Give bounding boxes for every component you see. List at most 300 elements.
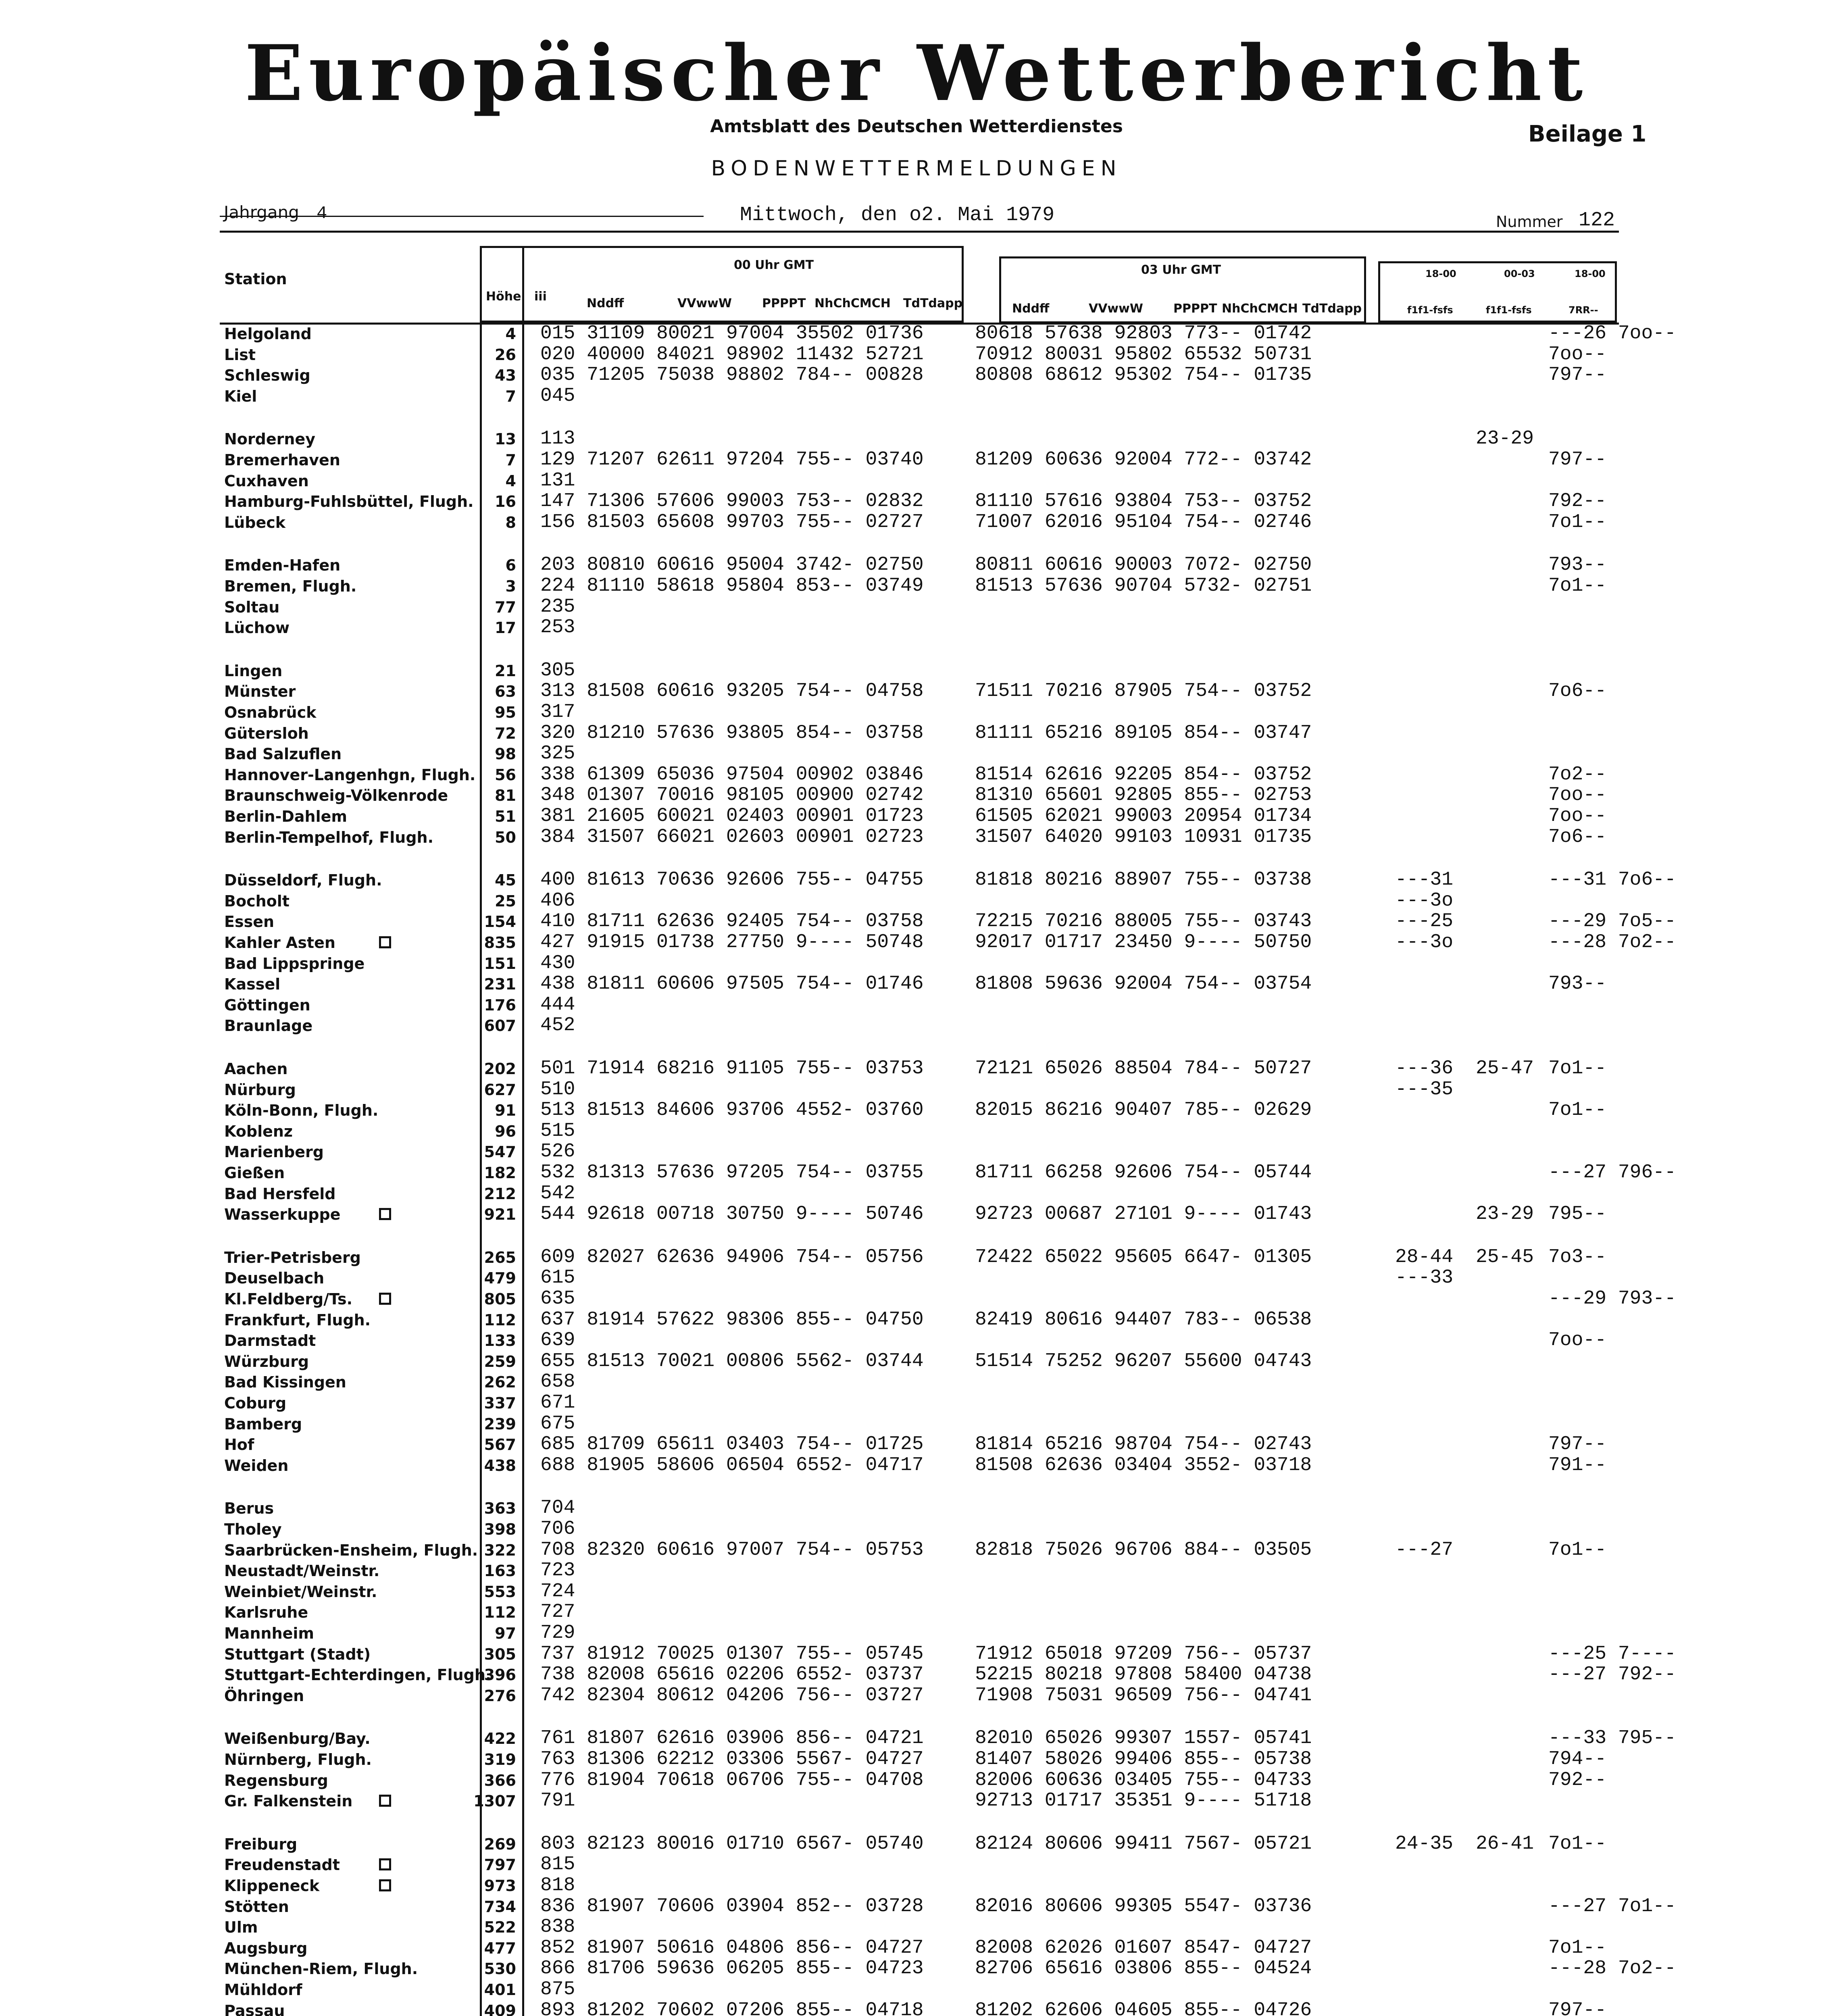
station-name: Düsseldorf, Flugh. [224, 871, 382, 889]
station-height: 151 [484, 954, 516, 973]
station-name: Neustadt/Weinstr. [224, 1562, 380, 1580]
obs-c2: 80808 68612 95302 754-- 01735 [975, 364, 1312, 386]
obs-c2: 80811 60616 90003 7072- 02750 [975, 554, 1312, 576]
station-height: 530 [484, 1960, 516, 1978]
obs-c1: 544 92618 00718 30750 9---- 50746 [540, 1203, 924, 1225]
obs-c1: 675 [540, 1412, 575, 1435]
header-00-col-4: NhChCMCH [814, 296, 891, 310]
date-text: Mittwoch, den o2. Mai 1979 [740, 204, 1055, 227]
station-height: 567 [484, 1436, 516, 1454]
obs-c3: ---33 [1395, 1267, 1454, 1289]
header-group-03: 03 Uhr GMT [1141, 263, 1221, 277]
station-height: 17 [495, 619, 516, 637]
obs-c2: 82010 65026 99307 1557- 05741 [975, 1727, 1312, 1749]
obs-c2: 82124 80606 99411 7567- 05721 [975, 1833, 1312, 1855]
obs-c4: 26-41 [1476, 1833, 1534, 1855]
header-00-col-3: PPPPT [762, 296, 806, 310]
station-name: Bocholt [224, 892, 290, 910]
obs-c1: 203 80810 60616 95004 3742- 02750 [540, 554, 924, 576]
obs-c2: 81407 58026 99406 855-- 05738 [975, 1748, 1312, 1770]
obs-c5: ---27 796-- [1548, 1162, 1676, 1183]
header-extra-top-3: 18-00 [1575, 268, 1606, 279]
obs-c1: 658 [540, 1371, 575, 1393]
station-height: 91 [495, 1102, 516, 1120]
obs-c1: 791 [540, 1790, 575, 1812]
station-height: 734 [484, 1897, 516, 1916]
station-height: 363 [484, 1500, 516, 1518]
obs-c3: ---36 [1395, 1058, 1454, 1079]
obs-c5: 7o1-- [1548, 1099, 1607, 1121]
obs-c2: 71511 70216 87905 754-- 03752 [975, 680, 1312, 702]
square-icon [379, 1795, 391, 1807]
obs-c1: 688 81905 58606 06504 6552- 04717 [540, 1454, 924, 1476]
obs-c5: 7o1-- [1548, 511, 1607, 533]
station-name: Frankfurt, Flugh. [224, 1311, 371, 1329]
obs-c1: 515 [540, 1120, 575, 1142]
section-title: BODENWETTERMELDUNGEN [711, 156, 1122, 181]
station-name: Bad Kissingen [224, 1373, 346, 1391]
obs-c1: 609 82027 62636 94906 754-- 05756 [540, 1246, 924, 1268]
obs-c2: 72422 65022 95605 6647- 01305 [975, 1246, 1312, 1268]
station-height: 396 [484, 1666, 516, 1684]
obs-c5: 7o2-- [1548, 763, 1607, 785]
obs-c1: 348 01307 70016 98105 00900 02742 [540, 784, 924, 806]
obs-c3: ---31 [1395, 869, 1454, 891]
obs-c5: 797-- [1548, 364, 1607, 386]
station-name: Osnabrück [224, 704, 317, 721]
obs-c5: 797-- [1548, 1999, 1607, 2016]
station-height: 81 [495, 787, 516, 805]
station-name: Regensburg [224, 1771, 328, 1789]
station-height: 154 [484, 913, 516, 931]
obs-c1: 235 [540, 596, 575, 618]
header-extra-top-2: 00-03 [1504, 268, 1535, 279]
obs-c1: 723 [540, 1560, 575, 1582]
obs-c2: 82008 62026 01607 8547- 04727 [975, 1937, 1312, 1959]
obs-c1: 803 82123 80016 01710 6567- 05740 [540, 1833, 924, 1855]
page-title: Europäischer Wetterbericht [244, 28, 1589, 118]
station-name: Norderney [224, 430, 315, 448]
station-height: 522 [484, 1918, 516, 1937]
obs-c1: 836 81907 70606 03904 852-- 03728 [540, 1895, 924, 1917]
station-name: Freiburg [224, 1835, 298, 1853]
square-icon [379, 1293, 391, 1305]
obs-c5: 7oo-- [1548, 784, 1607, 806]
obs-c1: 724 [540, 1580, 575, 1602]
station-name: Essen [224, 913, 275, 931]
obs-c1: 381 21605 60021 02403 00901 01723 [540, 805, 924, 827]
obs-c1: 866 81706 59636 06205 855-- 04723 [540, 1958, 924, 1980]
obs-c1: 156 81503 65608 99703 755-- 02727 [540, 511, 924, 533]
station-height: 3 [505, 577, 516, 595]
obs-c2: 81513 57636 90704 5732- 02751 [975, 575, 1312, 597]
obs-c5: ---26 7oo-- [1548, 323, 1676, 344]
obs-c2: 82706 65616 03806 855-- 04524 [975, 1958, 1312, 1980]
station-name: Augsburg [224, 1939, 308, 1957]
station-name: Hamburg-Fuhlsbüttel, Flugh. [224, 493, 474, 511]
station-name: Bremerhaven [224, 451, 340, 469]
obs-c2: 82015 86216 90407 785-- 02629 [975, 1099, 1312, 1121]
station-height: 322 [484, 1541, 516, 1559]
station-height: 176 [484, 996, 516, 1014]
jahrgang-value: 4 [317, 204, 327, 224]
header-extra-bottom-1: f1f1-fsfs [1407, 304, 1453, 316]
station-height: 133 [484, 1332, 516, 1350]
obs-c2: 70912 80031 95802 65532 50731 [975, 343, 1312, 365]
station-height: 265 [484, 1248, 516, 1266]
station-height: 212 [484, 1185, 516, 1203]
station-height: 7 [505, 451, 516, 469]
jahrgang-label: Jahrgang [224, 202, 299, 222]
station-name: Bad Salzuflen [224, 745, 342, 763]
obs-c5: ---33 795-- [1548, 1727, 1676, 1749]
obs-c1: 015 31109 80021 97004 35502 01736 [540, 323, 924, 344]
station-height: 96 [495, 1122, 516, 1140]
header-extra-top-1: 18-00 [1425, 268, 1456, 279]
square-icon [379, 936, 391, 948]
station-name: Kl.Feldberg/Ts. [224, 1290, 353, 1308]
beilage-label: Beilage 1 [1528, 121, 1647, 147]
obs-c1: 430 [540, 952, 575, 974]
obs-c1: 671 [540, 1392, 575, 1414]
station-name: Nürburg [224, 1081, 296, 1099]
obs-c1: 542 [540, 1182, 575, 1204]
station-height: 45 [495, 871, 516, 889]
obs-c2: 72121 65026 88504 784-- 50727 [975, 1058, 1312, 1079]
obs-c2: 92017 01717 23450 9---- 50750 [975, 931, 1312, 953]
header-03-col-4: NhChCMCH [1222, 302, 1298, 316]
obs-c5: 794-- [1548, 1748, 1607, 1770]
station-height: 43 [495, 367, 516, 385]
obs-c5: 797-- [1548, 1433, 1607, 1456]
obs-c1: 776 81904 70618 06706 755-- 04708 [540, 1769, 924, 1791]
obs-c2: 81814 65216 98704 754-- 02743 [975, 1433, 1312, 1456]
obs-c1: 444 [540, 993, 575, 1016]
obs-c1: 513 81513 84606 93706 4552- 03760 [540, 1099, 924, 1121]
obs-c1: 020 40000 84021 98902 11432 52721 [540, 343, 924, 365]
station-height: 319 [484, 1751, 516, 1768]
station-height: 477 [484, 1939, 516, 1957]
obs-c4: 25-45 [1476, 1246, 1534, 1268]
obs-c1: 313 81508 60616 93205 754-- 04758 [540, 680, 924, 702]
station-name: Weißenburg/Bay. [224, 1730, 371, 1748]
station-name: Ulm [224, 1918, 258, 1937]
station-height: 422 [484, 1730, 516, 1748]
station-name: Berus [224, 1500, 274, 1518]
station-height: 553 [484, 1583, 516, 1601]
station-name: Lingen [224, 662, 283, 680]
station-name: Münster [224, 683, 296, 701]
obs-c1: 639 [540, 1329, 575, 1352]
obs-c1: 704 [540, 1497, 575, 1519]
station-height: 276 [484, 1687, 516, 1705]
obs-c1: 131 [540, 469, 575, 492]
obs-c1: 510 [540, 1078, 575, 1100]
obs-c1: 317 [540, 701, 575, 723]
obs-c5: 7o1-- [1548, 1833, 1607, 1855]
station-height: 366 [484, 1771, 516, 1789]
nummer-label: Nummer [1496, 213, 1563, 231]
obs-c2: 81818 80216 88907 755-- 03738 [975, 869, 1312, 891]
obs-c4: 23-29 [1476, 428, 1534, 450]
obs-c2: 51514 75252 96207 55600 04743 [975, 1350, 1312, 1372]
subtitle: Amtsblatt des Deutschen Wetterdienstes [710, 116, 1123, 137]
obs-c1: 410 81711 62636 92405 754-- 03758 [540, 910, 924, 933]
column-divider-hoehe [522, 246, 524, 2016]
obs-c1: 129 71207 62611 97204 755-- 03740 [540, 449, 924, 471]
obs-c2: 81514 62616 92205 854-- 03752 [975, 763, 1312, 785]
station-name: Gr. Falkenstein [224, 1792, 353, 1810]
station-name: Koblenz [224, 1122, 293, 1140]
station-name: Lüchow [224, 619, 290, 637]
obs-c1: 875 [540, 1979, 575, 2000]
square-icon [379, 1879, 391, 1891]
obs-c4: 23-29 [1476, 1203, 1534, 1225]
obs-c2: 61505 62021 99003 20954 01734 [975, 805, 1312, 827]
obs-c2: 31507 64020 99103 10931 01735 [975, 826, 1312, 848]
obs-c1: 325 [540, 743, 575, 765]
obs-c1: 406 [540, 889, 575, 912]
station-height: 259 [484, 1352, 516, 1370]
station-height: 305 [484, 1645, 516, 1663]
station-height: 627 [484, 1081, 516, 1099]
nummer-value: 122 [1579, 209, 1615, 232]
station-height: 95 [495, 704, 516, 721]
station-name: Passau [224, 2001, 285, 2016]
obs-c2: 82419 80616 94407 783-- 06538 [975, 1308, 1312, 1331]
header-hoehe: Höhe [486, 289, 521, 304]
station-name: List [224, 346, 256, 364]
obs-c1: 737 81912 70025 01307 755-- 05745 [540, 1643, 924, 1665]
header-00-col-5: TdTdapp [903, 296, 963, 310]
station-name: Aachen [224, 1060, 288, 1078]
station-height: 401 [484, 1981, 516, 1999]
obs-c1: 637 81914 57622 98306 855-- 04750 [540, 1308, 924, 1331]
obs-c3: ---3o [1395, 931, 1454, 953]
obs-c1: 045 [540, 385, 575, 407]
header-03-col-3: PPPPT [1173, 302, 1217, 316]
station-name: Öhringen [224, 1687, 304, 1705]
station-name: Gießen [224, 1164, 285, 1182]
station-name: Köln-Bonn, Flugh. [224, 1102, 379, 1120]
obs-c1: 320 81210 57636 93805 854-- 03758 [540, 722, 924, 744]
header-extra-bottom-2: f1f1-fsfs [1486, 304, 1532, 316]
station-name: Hannover-Langenhgn, Flugh. [224, 766, 476, 784]
obs-c5: 7o1-- [1548, 1937, 1607, 1959]
obs-c1: 035 71205 75038 98802 784-- 00828 [540, 364, 924, 386]
obs-c3: 24-35 [1395, 1833, 1454, 1855]
header-station: Station [224, 270, 287, 288]
obs-c2: 81209 60636 92004 772-- 03742 [975, 449, 1312, 471]
station-name: Bad Lippspringe [224, 954, 365, 973]
obs-c2: 81111 65216 89105 854-- 03747 [975, 722, 1312, 744]
station-height: 797 [484, 1856, 516, 1874]
station-name: Karlsruhe [224, 1604, 308, 1622]
station-name: Trier-Petrisberg [224, 1248, 361, 1266]
obs-c5: ---31 7o6-- [1548, 869, 1676, 891]
station-height: 6 [505, 556, 516, 575]
obs-c1: 224 81110 58618 95804 853-- 03749 [540, 575, 924, 597]
obs-c5: ---27 792-- [1548, 1664, 1676, 1686]
obs-c5: 7oo-- [1548, 805, 1607, 827]
header-03-col-5: TdTdapp [1302, 302, 1362, 316]
obs-c3: ---25 [1395, 910, 1454, 933]
obs-c1: 727 [540, 1601, 575, 1623]
station-name: Klippeneck [224, 1877, 320, 1895]
station-height: 21 [495, 662, 516, 680]
obs-c1: 818 [540, 1874, 575, 1896]
obs-c5: 795-- [1548, 1203, 1607, 1225]
square-icon [379, 1208, 391, 1220]
station-name: Bad Hersfeld [224, 1185, 336, 1203]
obs-c5: 791-- [1548, 1454, 1607, 1476]
station-height: 337 [484, 1394, 516, 1412]
obs-c1: 452 [540, 1014, 575, 1037]
station-height: 8 [505, 513, 516, 531]
obs-c5: ---28 7o2-- [1548, 1958, 1676, 1980]
obs-c1: 635 [540, 1288, 575, 1310]
station-name: Soltau [224, 598, 280, 616]
obs-c2: 82016 80606 99305 5547- 03736 [975, 1895, 1312, 1917]
station-name: Helgoland [224, 325, 312, 343]
station-height: 438 [484, 1456, 516, 1475]
station-height: 239 [484, 1415, 516, 1433]
station-name: Wasserkuppe [224, 1206, 341, 1224]
obs-c2: 81310 65601 92805 855-- 02753 [975, 784, 1312, 806]
obs-c1: 729 [540, 1622, 575, 1644]
obs-c1: 113 [540, 428, 575, 450]
station-height: 26 [495, 346, 516, 364]
station-height: 398 [484, 1520, 516, 1538]
obs-c2: 92713 01717 35351 9---- 51718 [975, 1790, 1312, 1812]
station-height: 13 [495, 430, 516, 448]
obs-c3: ---27 [1395, 1539, 1454, 1561]
obs-c2: 80618 57638 92803 773-- 01742 [975, 323, 1312, 344]
station-name: Berlin-Dahlem [224, 808, 347, 825]
station-name: Braunlage [224, 1017, 313, 1035]
station-name: Gütersloh [224, 724, 309, 742]
obs-c1: 738 82008 65616 02206 6552- 03737 [540, 1664, 924, 1686]
station-height: 202 [484, 1060, 516, 1078]
obs-c2: 71912 65018 97209 756-- 05737 [975, 1643, 1312, 1665]
obs-c5: 7o1-- [1548, 575, 1607, 597]
station-name: Darmstadt [224, 1332, 316, 1350]
station-height: 409 [484, 2001, 516, 2016]
obs-c5: 793-- [1548, 973, 1607, 995]
obs-c1: 708 82320 60616 97007 754-- 05753 [540, 1539, 924, 1561]
station-name: Stuttgart-Echterdingen, Flugh. [224, 1666, 492, 1684]
station-name: Stötten [224, 1897, 289, 1916]
station-height: 112 [484, 1604, 516, 1622]
station-height: 4 [505, 472, 516, 490]
obs-c2: 92723 00687 27101 9---- 01743 [975, 1203, 1312, 1225]
obs-c3: ---35 [1395, 1078, 1454, 1100]
header-iii: iii [534, 289, 547, 304]
station-name: Saarbrücken-Ensheim, Flugh. [224, 1541, 478, 1559]
station-name: Bamberg [224, 1415, 302, 1433]
obs-c2: 71908 75031 96509 756-- 04741 [975, 1684, 1312, 1706]
obs-c1: 338 61309 65036 97504 00902 03846 [540, 763, 924, 785]
station-height: 63 [495, 683, 516, 701]
obs-c1: 615 [540, 1267, 575, 1289]
obs-c3: ---3o [1395, 889, 1454, 912]
obs-c5: 7o6-- [1548, 826, 1607, 848]
station-name: Weiden [224, 1456, 289, 1475]
obs-c1: 852 81907 50616 04806 856-- 04727 [540, 1937, 924, 1959]
obs-c1: 253 [540, 616, 575, 639]
station-name: Göttingen [224, 996, 310, 1014]
station-name: Braunschweig-Völkenrode [224, 787, 448, 805]
station-height: 112 [484, 1311, 516, 1329]
station-height: 182 [484, 1164, 516, 1182]
station-height: 56 [495, 766, 516, 784]
obs-c1: 501 71914 68216 91105 755-- 03753 [540, 1058, 924, 1079]
station-height: 16 [495, 493, 516, 511]
obs-c1: 427 91915 01738 27750 9---- 50748 [540, 931, 924, 953]
obs-c2: 72215 70216 88005 755-- 03743 [975, 910, 1312, 933]
obs-c1: 815 [540, 1854, 575, 1876]
station-name: Emden-Hafen [224, 556, 341, 575]
obs-c5: ---27 7o1-- [1548, 1895, 1676, 1917]
obs-c2: 82006 60636 03405 755-- 04733 [975, 1769, 1312, 1791]
obs-c5: 7o3-- [1548, 1246, 1607, 1268]
obs-c2: 81711 66258 92606 754-- 05744 [975, 1162, 1312, 1183]
station-height: 269 [484, 1835, 516, 1853]
header-00-col-2: VVwwW [677, 296, 732, 310]
obs-c5: ---29 7o5-- [1548, 910, 1676, 933]
station-height: 921 [484, 1206, 516, 1224]
obs-c1: 742 82304 80612 04206 756-- 03727 [540, 1684, 924, 1706]
station-height: 835 [484, 934, 516, 952]
station-height: 77 [495, 598, 516, 616]
station-height: 51 [495, 808, 516, 825]
obs-c2: 52215 80218 97808 58400 04738 [975, 1664, 1312, 1686]
obs-c1: 400 81613 70636 92606 755-- 04755 [540, 869, 924, 891]
station-name: München-Riem, Flugh. [224, 1960, 418, 1978]
station-name: Marienberg [224, 1143, 324, 1161]
station-name: Kassel [224, 975, 281, 993]
obs-c4: 25-47 [1476, 1058, 1534, 1079]
obs-c5: ---25 7---- [1548, 1643, 1676, 1665]
obs-c1: 526 [540, 1141, 575, 1163]
header-extra-bottom-3: 7RR-- [1568, 304, 1598, 316]
square-icon [379, 1858, 391, 1870]
station-name: Tholey [224, 1520, 282, 1538]
station-name: Bremen, Flugh. [224, 577, 357, 595]
station-height: 973 [484, 1877, 516, 1895]
station-name: Berlin-Tempelhof, Flugh. [224, 828, 434, 846]
station-name: Kiel [224, 387, 257, 405]
obs-c1: 384 31507 66021 02603 00901 02723 [540, 826, 924, 848]
obs-c1: 893 81202 70602 07206 855-- 04718 [540, 1999, 924, 2016]
obs-c5: 793-- [1548, 554, 1607, 576]
obs-c1: 685 81709 65611 03403 754-- 01725 [540, 1433, 924, 1456]
station-height: 50 [495, 828, 516, 846]
station-name: Weinbiet/Weinstr. [224, 1583, 377, 1601]
station-height: 97 [495, 1624, 516, 1642]
obs-c1: 838 [540, 1916, 575, 1938]
obs-c5: 7oo-- [1548, 1329, 1607, 1352]
obs-c5: 7o1-- [1548, 1058, 1607, 1079]
obs-c2: 71007 62016 95104 754-- 02746 [975, 511, 1312, 533]
station-height: 547 [484, 1143, 516, 1161]
obs-c1: 305 [540, 659, 575, 681]
header-group-00: 00 Uhr GMT [734, 258, 814, 272]
header-00-col-1: Nddff [587, 296, 624, 310]
obs-c2: 81508 62636 03404 3552- 03718 [975, 1454, 1312, 1476]
station-height: 607 [484, 1017, 516, 1035]
obs-c5: 7oo-- [1548, 343, 1607, 365]
